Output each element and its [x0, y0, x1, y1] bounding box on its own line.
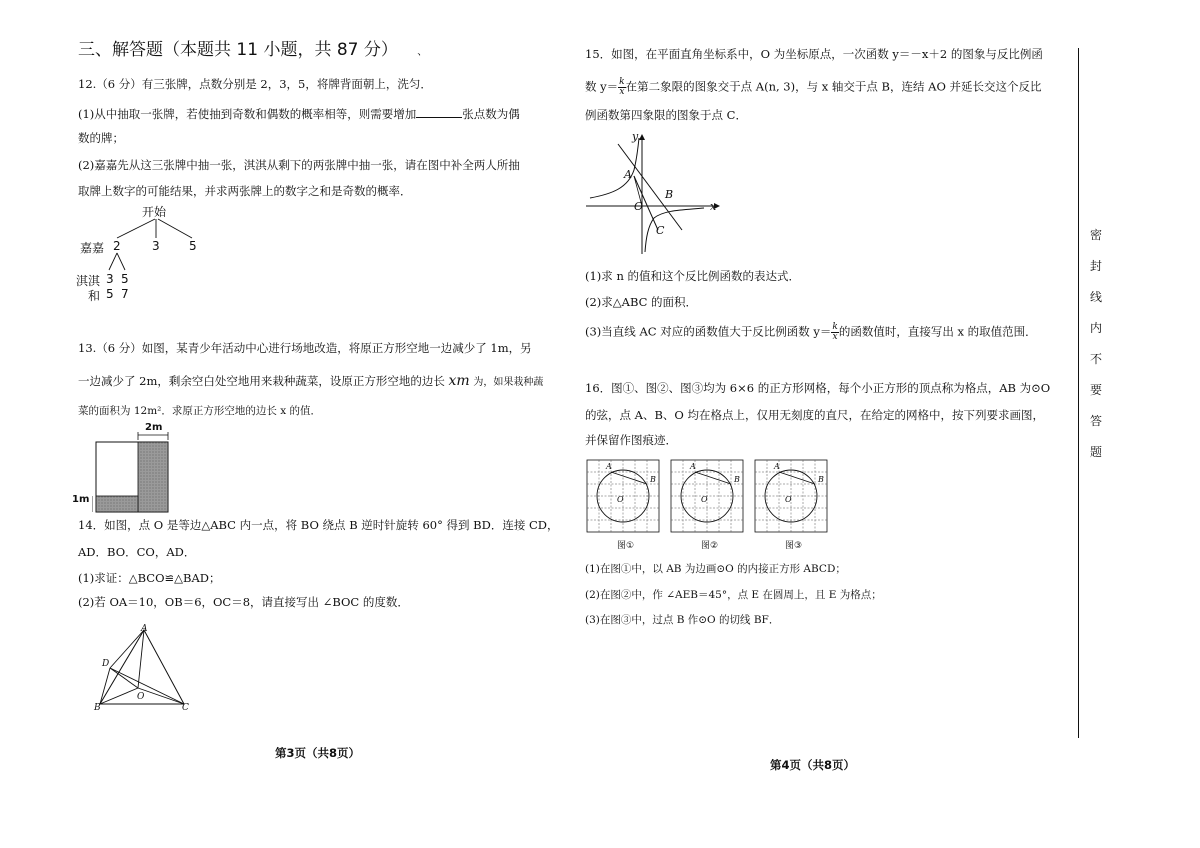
tree-row1-item: 2 — [113, 239, 121, 253]
fig-top-label: 2m — [145, 422, 163, 433]
caption-fig2: 图② — [701, 541, 719, 551]
q12-part1-b: 张点数为偶 — [462, 107, 520, 121]
tree-row2-label: 淇淇 — [76, 274, 101, 288]
q15-part3-b: 的函数值时，直接写出 x 的取值范围． — [838, 324, 1037, 339]
point-c-label: C — [656, 224, 665, 237]
axis-x-label: x — [710, 200, 717, 213]
page-footer-right: 第4页（共8页） — [770, 758, 856, 772]
q16-line2: 的弦，点 A、B、O 均在格点上，仅用无刻度的直尺，在给定的网格中，按下列要求画图， — [585, 408, 1044, 422]
caption-fig1: 图① — [617, 541, 635, 551]
q13-line2-a: 一边减少了 2m，剩余空白处空地用来栽种蔬菜，设原正方形空地的边长 — [78, 374, 445, 388]
q15-line3: 例函数第四象限的图象于点 C． — [585, 108, 747, 122]
frac-denominator: x — [832, 332, 838, 342]
q12-stem: 12.（6 分）有三张牌，点数分别是 2，3，5，将牌背面朝上，洗匀． — [78, 77, 432, 91]
q13-line3: 菜的面积为 12m²．求原正方形空地的边长 x 的值． — [78, 405, 321, 417]
grid1-point-a: A — [606, 462, 612, 471]
grid3-point-a: A — [774, 462, 780, 471]
q12-part1-a: (1)从中抽取一张牌，若使抽到奇数和偶数的概率相等，则需要增加 — [78, 107, 417, 121]
q12-part1 — [78, 106, 520, 122]
axis-y-label: y — [632, 130, 639, 143]
q14-part1: (1)求证：△BCO≌△BAD； — [78, 571, 221, 585]
tree-row2-item: 5 — [121, 272, 129, 286]
tree-row1-label: 嘉嘉 — [80, 241, 105, 255]
q13-line1: 13.（6 分）如图，某青少年活动中心进行场地改造，将原正方形空地一边减少了 1m，另 — [78, 341, 532, 355]
frac-numerator: k — [619, 77, 625, 87]
point-d-label: D — [102, 659, 110, 669]
grid3-point-b: B — [818, 475, 824, 484]
answer-blank[interactable] — [416, 106, 462, 118]
grid2-point-a: A — [690, 462, 696, 471]
q15-line2 — [585, 78, 1042, 97]
q15-part3-a: (3)当直线 AC 对应的函数值大于反比例函数 y＝ — [585, 324, 832, 339]
coordinate-graph — [582, 130, 722, 260]
tree-row2-item: 3 — [106, 272, 114, 286]
q15-part1: (1)求 n 的值和这个反比例函数的表达式． — [585, 269, 801, 283]
point-a-label: A — [141, 624, 148, 634]
point-b-label: B — [665, 188, 674, 201]
point-a-label: A — [624, 168, 632, 181]
q12-part1-c: 数的牌； — [78, 131, 124, 145]
frac-numerator: k — [832, 322, 838, 332]
q16-part2: (2)在图②中，作 ∠AEB＝45°，点 E 在圆周上，且 E 为格点； — [585, 589, 882, 601]
page-footer-left: 第3页（共8页） — [275, 746, 361, 760]
q16-part3: (3)在图③中，过点 B 作⊙O 的切线 BF． — [585, 614, 780, 626]
q12-part2-b: 取牌上数字的可能结果，并求两张牌上的数字之和是奇数的概率． — [78, 184, 412, 198]
fraction-k-over-x — [831, 323, 838, 342]
grid1-point-b: B — [650, 475, 656, 484]
point-b-label: B — [94, 703, 101, 713]
tree-row1-item: 3 — [152, 239, 160, 253]
q13-line2-b: 为，如果栽种蔬 — [473, 377, 544, 388]
q13-line2 — [78, 373, 543, 391]
square-figure — [92, 430, 182, 516]
point-c-label: C — [182, 703, 189, 713]
tree-row1-item: 5 — [189, 239, 197, 253]
tree-row3-label: 和 — [88, 289, 101, 303]
fig-left-label: 1m — [72, 494, 90, 505]
tree-row3-item: 5 — [106, 287, 114, 301]
q16-line3: 并保留作图痕迹． — [585, 433, 677, 447]
q15-line2-b: 在第二象限的图象交于点 A(n, 3)，与 x 轴交于点 B，连结 AO 并延长交这个反比 — [625, 79, 1042, 94]
tree-start: 开始 — [142, 205, 167, 219]
q13-variable: xm — [448, 373, 470, 389]
origin-label: O — [634, 200, 644, 213]
binding-line — [1078, 48, 1079, 738]
q16-line1: 16．图①、图②、图③均为 6×6 的正方形网格，每个小正方形的顶点称为格点，AB 为⊙O — [585, 381, 1051, 395]
q14-part2: (2)若 OA＝10，OB＝6，OC＝8，请直接写出 ∠BOC 的度数． — [78, 595, 409, 609]
tree-row3-item: 7 — [121, 287, 129, 301]
q15-line2-a: 数 y＝ — [585, 79, 619, 94]
section-title-text: 三、解答题（本题共 11 小题，共 87 分） — [78, 40, 398, 60]
caption-fig3: 图③ — [785, 541, 803, 551]
grid2-point-o: O — [701, 495, 708, 504]
frac-denominator: x — [619, 87, 625, 97]
fraction-k-over-x — [618, 78, 625, 97]
grid2-point-b: B — [734, 475, 740, 484]
q15-part3 — [585, 323, 1037, 342]
q12-part2-a: (2)嘉嘉先从这三张牌中抽一张，淇淇从剩下的两张牌中抽一张，请在图中补全两人所抽 — [78, 158, 520, 172]
section-title — [78, 42, 427, 61]
grid3-point-o: O — [785, 495, 792, 504]
q15-part2: (2)求△ABC 的面积． — [585, 295, 698, 309]
q14-line2: AD．BO．CO，AD． — [78, 545, 196, 559]
q15-line1: 15．如图，在平面直角坐标系中，O 为坐标原点，一次函数 y＝－x＋2 的图象与反比例函 — [585, 47, 1043, 61]
binding-text: 密 封 线 内 不 要 答 题 — [1089, 228, 1102, 459]
q16-part1: (1)在图①中，以 AB 为边画⊙O 的内接正方形 ABCD； — [585, 563, 846, 575]
point-o-label: O — [137, 692, 145, 702]
grid1-point-o: O — [617, 495, 624, 504]
q14-line1: 14．如图，点 O 是等边△ABC 内一点，将 BO 绕点 B 逆时针旋转 60° 得到 BD．连接 CD， — [78, 518, 559, 532]
section-mark: 、 — [417, 47, 428, 58]
